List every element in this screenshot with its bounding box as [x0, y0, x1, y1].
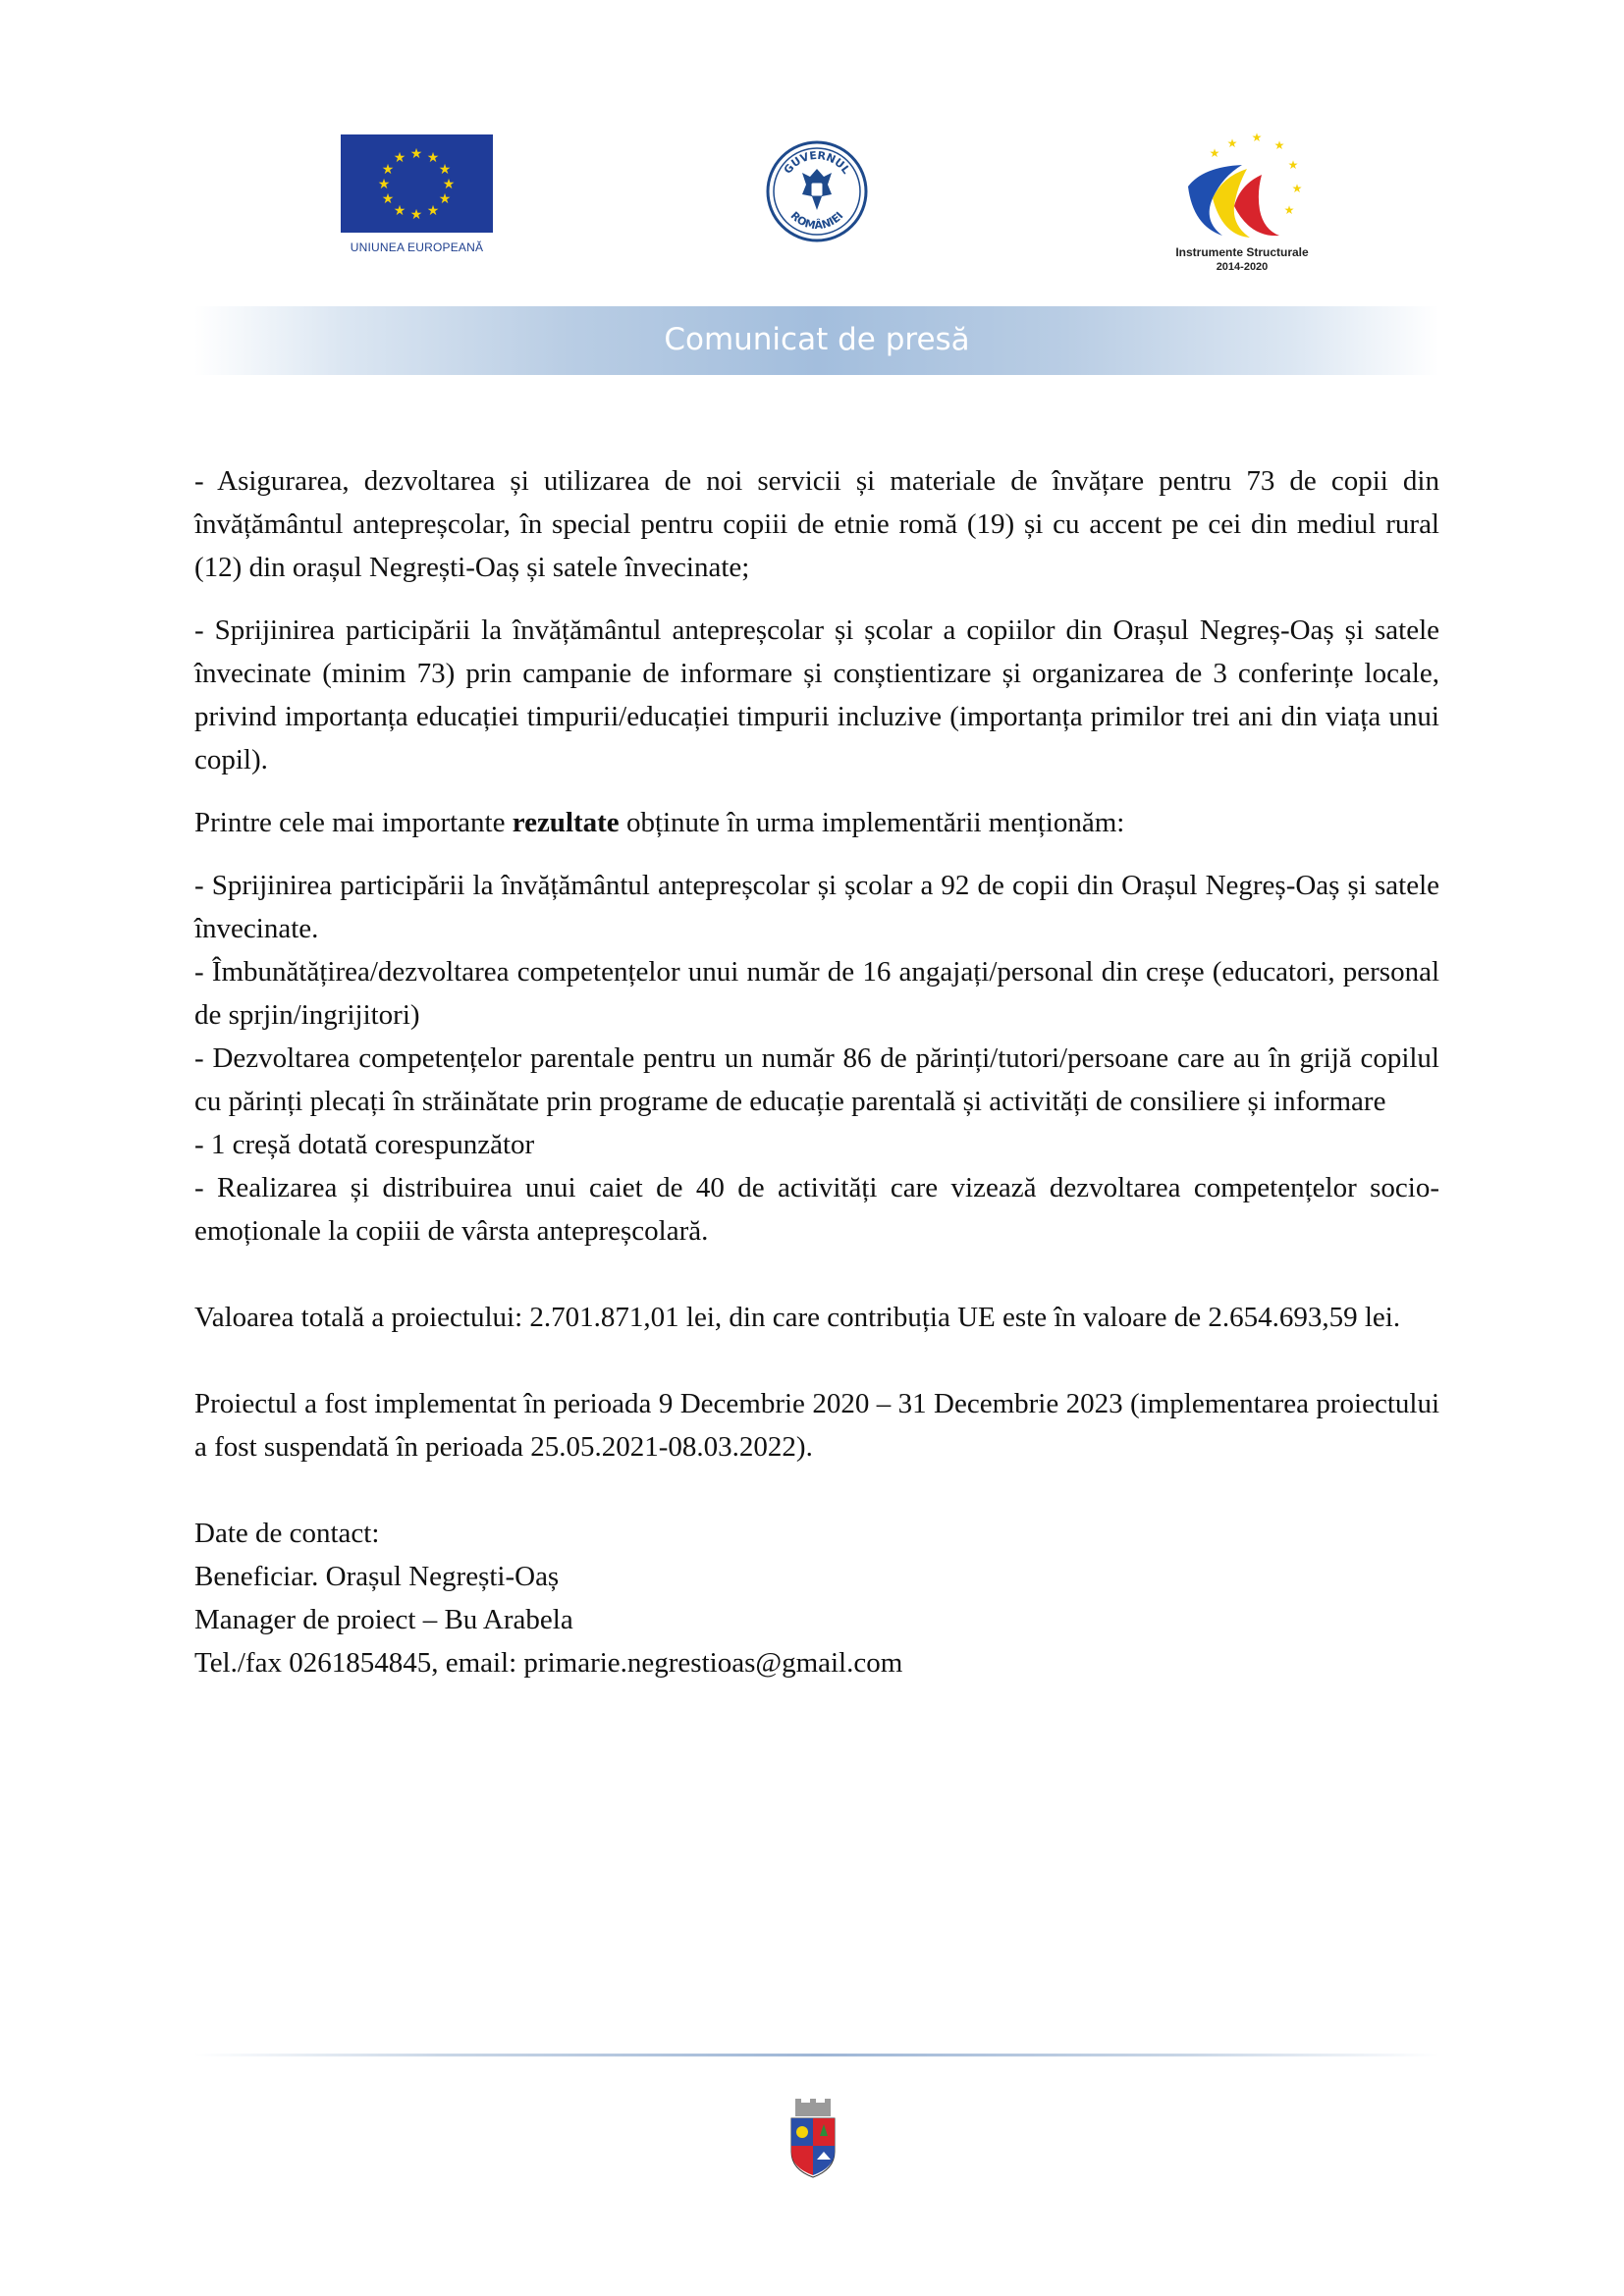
contact-beneficiary: Beneficiar. Orașul Negrești-Oaș	[194, 1561, 560, 1592]
contact-manager: Manager de proiect – Bu Arabela	[194, 1604, 573, 1635]
svg-text:★: ★	[409, 207, 423, 223]
result-item: - Sprijinirea participării la învățământul antepreșcolar și școlar a 92 de copii din Orașul Negreș-Oaș și satele învecinate.	[194, 870, 1439, 944]
svg-text:★: ★	[381, 191, 395, 207]
contact-phone-email: Tel./fax 0261854845, email: primarie.negrestioas@gmail.com	[194, 1647, 903, 1679]
press-release-banner	[194, 306, 1439, 375]
footer-divider	[194, 2054, 1439, 2056]
objective-item-2: - Sprijinirea participării la învățământul antepreșcolar și școlar a copiilor din Orașul Negreș-Oaș și satele învecinate (minim 73) prin campanie de informare și conștientizare și organizarea de 3 conferințe locale, privind importanța educației timpurii/educației timpurii incluzive (importanța primilor trei ani din viața unui copil).	[194, 614, 1439, 775]
svg-text:★: ★	[1283, 203, 1295, 217]
result-item: - 1 creșă dotată corespunzător	[194, 1129, 535, 1160]
project-value: Valoarea totală a proiectului: 2.701.871,01 lei, din care contribuția UE este în valoare de 2.654.693,59 lei.	[194, 1302, 1401, 1333]
results-list	[194, 864, 1439, 1253]
svg-text:★: ★	[1287, 158, 1299, 172]
structural-instruments-swoosh-icon	[1164, 128, 1321, 243]
svg-text:★: ★	[1209, 146, 1220, 160]
svg-text:★: ★	[393, 203, 406, 219]
eu-logo	[341, 134, 493, 260]
svg-text:★: ★	[1226, 136, 1238, 150]
results-intro-bold: rezultate	[512, 807, 620, 838]
result-item: - Realizarea și distribuirea unui caiet de 40 de activități care vizează dezvoltarea competențelor socio-emoționale la copiii de vârsta antepreșcolară.	[194, 1172, 1439, 1247]
svg-text:★: ★	[1291, 182, 1303, 195]
svg-text:★: ★	[438, 191, 452, 207]
banner-title: Comunicat de presă	[664, 322, 970, 357]
objective-item-1: - Asigurarea, dezvoltarea și utilizarea de noi servicii și materiale de învățare pentru 73 de copii din învățământul antepreșcolar, în special pentru copiii de etnie romă (19) și cu accent pe cei din mediul rural (12) din orașul Negrești-Oaș și satele învecinate;	[194, 465, 1439, 583]
svg-text:ROMÂNIEI: ROMÂNIEI	[787, 209, 846, 233]
results-intro	[194, 801, 1439, 844]
svg-text:★: ★	[393, 150, 406, 166]
result-item: - Dezvoltarea competențelor parentale pentru un număr 86 de părinți/tutori/persoane care au în grijă copilul cu părinți plecați în străinătate prin programe de educație parentală și activități de consiliere și informare	[194, 1042, 1439, 1117]
romanian-government-seal-icon	[765, 139, 869, 243]
svg-text:★: ★	[1251, 131, 1263, 144]
project-period: Proiectul a fost implementat în perioada 9 Decembrie 2020 – 31 Decembrie 2023 (implementarea proiectului a fost suspendată în perioada 25.05.2021-08.03.2022).	[194, 1388, 1439, 1463]
is-logo-caption: Instrumente Structurale	[1175, 245, 1309, 259]
svg-text:★: ★	[381, 162, 395, 178]
svg-text:★: ★	[377, 177, 391, 192]
svg-text:★: ★	[442, 177, 456, 192]
results-intro-after: obținute în urma implementării menționăm:	[619, 807, 1125, 838]
svg-text:★: ★	[438, 162, 452, 178]
svg-text:★: ★	[426, 203, 440, 219]
instrumente-structurale-logo	[1164, 128, 1321, 277]
eu-logo-caption: UNIUNEA EUROPEANĂ	[350, 240, 484, 254]
contact-block	[194, 1512, 1439, 1684]
results-intro-before: Printre cele mai importante	[194, 807, 513, 838]
svg-text:GUVERNUL: GUVERNUL	[781, 148, 853, 177]
government-logo	[765, 139, 869, 243]
result-item: - Îmbunătățirea/dezvoltarea competențelor unui număr de 16 angajați/personal din creșe (educatori, personal de sprjin/ingrijitori)	[194, 956, 1439, 1031]
is-logo-years: 2014-2020	[1216, 261, 1269, 273]
svg-text:★: ★	[426, 150, 440, 166]
town-coat-of-arms-icon	[787, 2097, 839, 2179]
press-release-body	[194, 459, 1439, 1684]
contact-heading: Date de contact:	[194, 1518, 380, 1549]
eu-flag-icon	[341, 134, 493, 233]
svg-text:★: ★	[409, 146, 423, 162]
svg-text:★: ★	[1273, 138, 1285, 152]
